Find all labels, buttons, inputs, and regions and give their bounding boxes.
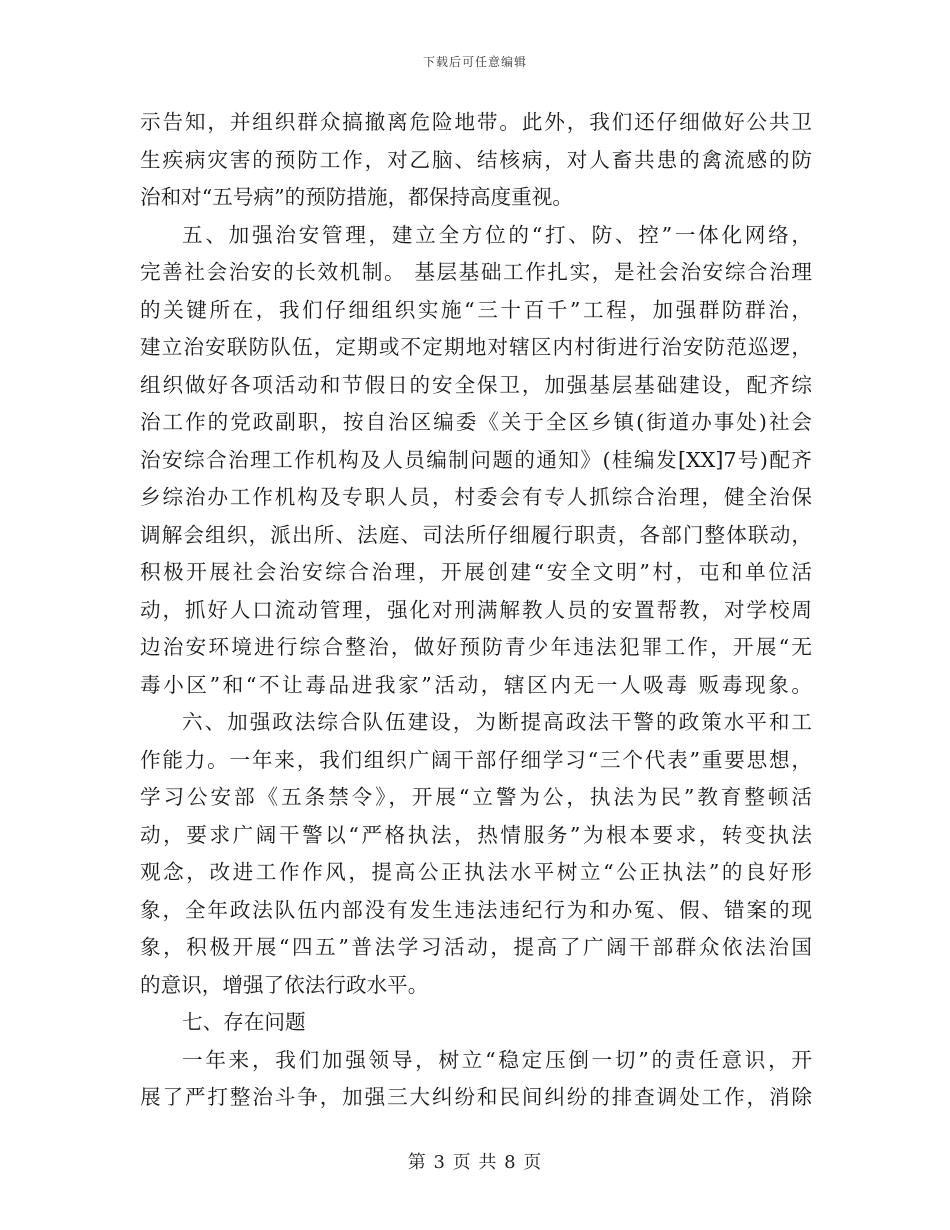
section-heading-line: 六、加强政法综合队伍建设，为断提高政法干警的政策水平和工 xyxy=(182,710,812,734)
text-line: 示告知，并组织群众搞撤离危险地带。此外，我们还仔细做好公共卫 xyxy=(140,110,812,134)
text-line: 象，积极开展“四五”普法学习活动，提高了广阔干部群众依法治国 xyxy=(140,935,812,959)
text-line: 的关键所在，我们仔细组织实施“三十百千”工程，加强群防群治， xyxy=(140,297,812,322)
page-number: 第 3 页 共 8 页 xyxy=(407,1152,543,1173)
text-line: 动，要求广阔干警以“严格执法，热情服务”为根本要求，转变执法 xyxy=(140,822,812,847)
text-line: 建立治安联防队伍，定期或不定期地对辖区内村街进行治安防范巡逻， xyxy=(140,335,812,359)
text-line: 毒小区”和“不让毒品进我家”活动，辖区内无一人吸毒 贩毒现象。 xyxy=(140,672,812,697)
text-line: 调解会组织，派出所、法庭、司法所仔细履行职责，各部门整体联动， xyxy=(140,522,812,547)
text-line: 完善社会治安的长效机制。 基层基础工作扎实，是社会治安综合治理 xyxy=(140,260,812,284)
text-line: 观念，改进工作作风，提高公正执法水平树立“公正执法”的良好形 xyxy=(140,860,812,884)
text-line: 治安综合治理工作机构及人员编制问题的通知》(桂编发[XX]7号)配齐 xyxy=(140,447,812,472)
text-line: 作能力。一年来，我们组织广阔干部仔细学习“三个代表”重要思想， xyxy=(140,747,812,772)
text-line: 的意识，增强了依法行政水平。 xyxy=(140,972,429,997)
section-heading-line: 五、加强治安管理，建立全方位的“打、防、控”一体化网络， xyxy=(182,222,812,247)
text-line: 展了严打整治斗争，加强三大纠纷和民间纠纷的排查调处工作，消除 xyxy=(140,1085,812,1109)
document-body xyxy=(140,104,812,1117)
section-heading-line: 七、存在问题 xyxy=(182,1010,306,1034)
text-line: 组织做好各项活动和节假日的安全保卫，加强基层基础建设，配齐综 xyxy=(140,372,812,397)
text-line: 一年来，我们加强领导，树立“稳定压倒一切”的责任意识，开 xyxy=(182,1047,812,1072)
text-line: 生疾病灾害的预防工作，对乙脑、结核病，对人畜共患的禽流感的防 xyxy=(140,147,812,172)
text-line: 象，全年政法队伍内部没有发生违法违纪行为和办冤、假、错案的现 xyxy=(140,897,812,922)
text-line: 动，抓好人口流动管理，强化对刑满解教人员的安置帮教，对学校周 xyxy=(140,597,812,622)
text-line: 乡综治办工作机构及专职人员，村委会有专人抓综合治理，健全治保 xyxy=(140,485,812,509)
text-line: 边治安环境进行综合整治，做好预防青少年违法犯罪工作，开展“无 xyxy=(140,635,812,659)
text-line: 治和对“五号病”的预防措施，都保持高度重视。 xyxy=(140,185,573,209)
text-line: 治工作的党政副职，按自治区编委《关于全区乡镇(街道办事处)社会 xyxy=(140,410,812,434)
text-line: 学习公安部《五条禁令》，开展“立警为公，执法为民”教育整顿活 xyxy=(140,785,812,809)
text-line: 积极开展社会治安综合治理，开展创建“安全文明”村，屯和单位活 xyxy=(140,560,812,584)
page-header: 下载后可任意编辑 xyxy=(422,55,527,69)
